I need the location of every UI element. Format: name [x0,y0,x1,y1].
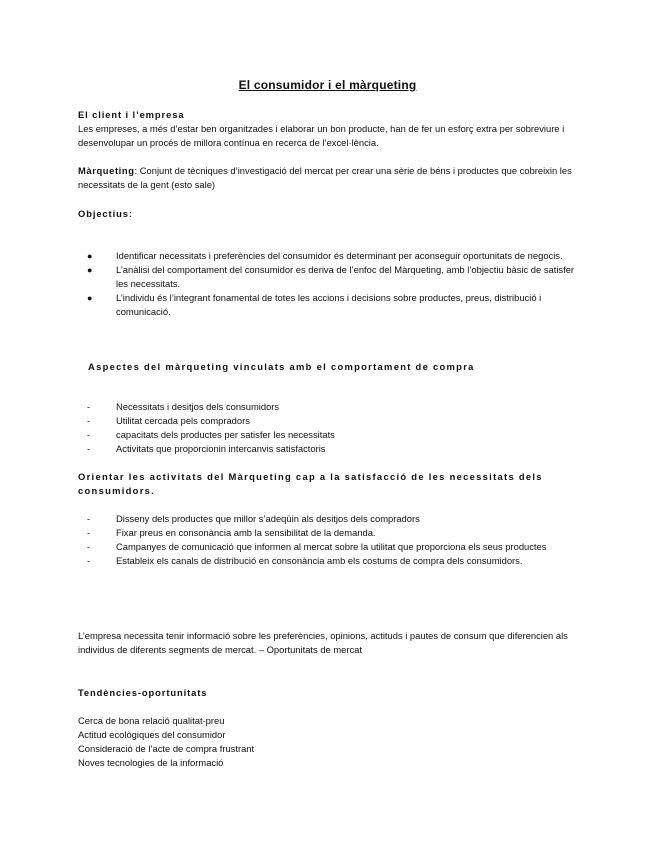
list-item-text: L’individu és l’integrant fonamental de totes les accions i decisions sobre productes, preus, distribució i comunicació. [116,292,542,317]
objectius-list [78,249,583,319]
list-item [78,291,583,319]
dash-icon: - [87,415,91,426]
tendencies-line: Consideració de l’acte de compra frustrant [78,743,255,754]
dash-icon: - [87,527,91,538]
dash-icon: - [87,429,91,440]
bullet-icon: ● [87,293,93,303]
list-item-text: Campanyes de comunicació que informen al mercat sobre la utilitat que proporciona els seus productes [116,541,547,552]
list-item-text: Estableix els canals de distribució en consonància amb els costums de compra dels consumidors. [116,555,523,566]
list-item-text: Identificar necessitats i preferències del consumidor és determinant per aconseguir oportunitats de negocis. [116,250,563,261]
section-client-empresa [78,108,583,150]
informacio-text: L’empresa necessita tenir informació sobre les preferències, opinions, actituds i pautes de consum que diferencien als individus de diferents segments de mercat. – Oportunitats de mercat [78,630,568,655]
section-informacio [78,629,588,657]
marqueting-definition [78,164,583,192]
list-item [78,540,568,554]
dash-icon: - [87,401,91,412]
dash-icon: - [87,541,91,552]
list-item-text: Fixar preus en consonància amb la sensibilitat de la demanda. [116,527,376,538]
orientar-list [78,512,568,568]
client-empresa-heading: El client i l’empresa [78,109,185,120]
aspectes-list [78,400,583,456]
dash-icon: - [87,443,91,454]
tendencies-line: Cerca de bona relació qualitat-preu [78,715,225,726]
list-item-text: Activitats que proporcionin intercanvis satisfactoris [116,443,326,454]
orientar-heading: Orientar les activitats del Màrqueting cap a la satisfacció de les necessitats dels consumidors. [78,471,543,496]
bullet-icon: ● [87,265,93,275]
tendencies-line: Actitud ecològiques del consumidor [78,729,226,740]
aspectes-heading: Aspectes del màrqueting vinculats amb el comportament de compra [88,361,475,372]
tendencies-list [78,714,583,770]
dash-icon: - [87,555,91,566]
list-item [78,512,568,526]
list-item-text: Disseny dels productes que millor s’adeqüin als desitjos dels compradors [116,513,420,524]
list-item [78,263,583,291]
client-empresa-text: Les empreses, a més d’estar ben organitzades i elaborar un bon producte, han de fer un esforç extra per sobreviure i desenvolupar un procés de millora contínua en recerca de l’excel·lència. [78,123,565,148]
marqueting-term: Màrqueting [78,165,135,176]
bullet-icon: ● [87,251,93,261]
tendencies-line: Noves tecnologies de la informació [78,757,224,768]
dash-icon: - [87,513,91,524]
section-aspectes-heading [88,360,593,374]
section-orientar-heading [78,470,578,498]
list-item-text: Necessitats i desitjos dels consumidors [116,401,280,412]
list-item-text: Utilitat cercada pels compradors [116,415,250,426]
section-marqueting-definition [78,164,583,192]
objectius-heading: Objectius: [78,208,133,219]
section-tendencies-heading [78,686,583,700]
list-item [78,428,583,442]
list-item-text: L’anàlisi del comportament del consumidor es deriva de l’enfoc del Màrqueting, amb l’objectiu bàsic de satisfer les necessitats. [116,264,575,289]
list-item [78,442,583,456]
marqueting-definition-text: : Conjunt de tècniques d’investigació del mercat per crear una sèrie de béns i productes que cobreixin les necessitats de la gent (esto sale) [78,165,572,190]
list-item-text: capacitats dels productes per satisfer les necessitats [116,429,335,440]
list-item [78,554,568,568]
list-item [78,526,568,540]
list-item [78,400,583,414]
section-objectius-heading [78,207,583,221]
page-title: El consumidor i el màrqueting [238,78,417,92]
list-item [78,414,583,428]
tendencies-heading: Tendències-oportunitats [78,687,208,698]
list-item [78,249,583,263]
